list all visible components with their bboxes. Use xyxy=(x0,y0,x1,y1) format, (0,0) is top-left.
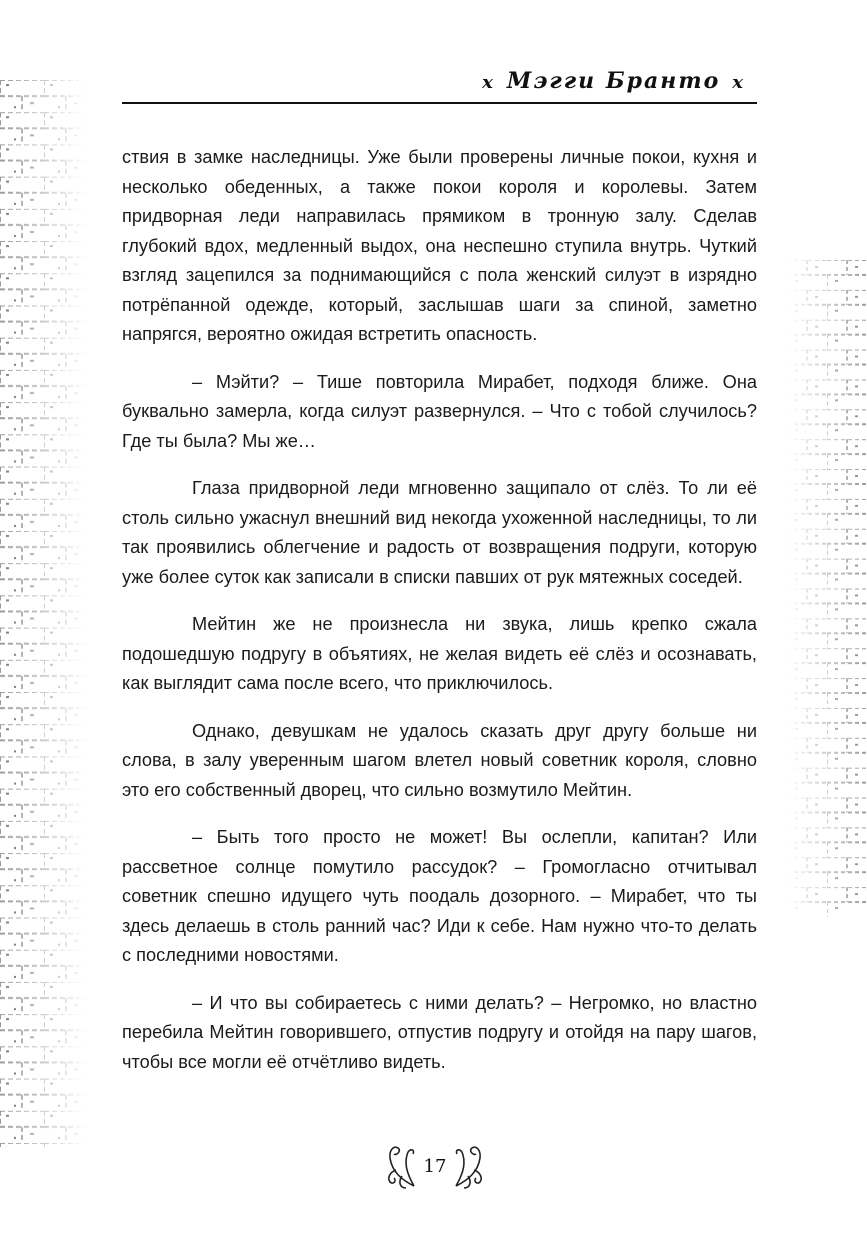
paragraph-6: – Быть того просто не может! Вы ослепли, капитан? Или рассветное солнце помутило рассудок? – Громогласно отчитывал советник спешно идущего чуть поодаль дозорного. – Мирабет, что ты здесь делаешь в столь ранний час? Иди к себе. Нам нужно что-то делать с последними новостями. xyxy=(122,827,757,965)
page-footer xyxy=(380,1140,490,1192)
body-text xyxy=(122,143,757,1095)
page-number: 17 xyxy=(423,1155,447,1177)
paragraph-1: ствия в замке наследницы. Уже были проверены личные покои, кухня и несколько обеденных, а также покои короля и королевы. Затем придворная леди направилась прямиком в тронную залу. Сделав глубокий вдох, медленный выдох, она неспешно ступила внутрь. Чуткий взгляд зацепился за поднимающийся с пола женский силуэт в изрядно потрёпанной одежде, который, заслышав шаги за спиной, заметно напрягся, вероятно ожидая встретить опасность. xyxy=(122,147,757,344)
paragraph-2: – Мэйти? – Тише повторила Мирабет, подходя ближе. Она буквально замерла, когда силуэт развернулся. – Что с тобой случилось? Где ты была? Мы же… xyxy=(122,371,757,451)
brick-wall-decoration-left xyxy=(0,80,88,1147)
floral-ornament-left-icon xyxy=(384,1142,418,1190)
header-mark-right: x xyxy=(732,72,745,93)
floral-ornament-right-icon xyxy=(452,1142,486,1190)
brick-wall-decoration-right xyxy=(787,260,867,917)
paragraph-3: Глаза придворной леди мгновенно защипало от слёз. То ли её столь сильно ужаснул внешний вид некогда ухоженной наследницы, то ли так проявились облегчение и радость от возвращения подруги, которую уже более суток как записали в списки павших от рук мятежных соседей. xyxy=(122,478,757,587)
header-mark-left: x xyxy=(482,72,495,93)
running-header xyxy=(122,62,757,104)
author-name-header xyxy=(470,68,757,94)
paragraph-4: Мейтин же не произнесла ни звука, лишь крепко сжала подошедшую подругу в объятиях, не желая видеть её слёз и осознавать, как выглядит сама после всего, что приключилось. xyxy=(122,614,757,693)
paragraph-5: Однако, девушкам не удалось сказать друг другу больше ни слова, в залу уверенным шагом влетел новый советник короля, словно это его собственный дворец, что сильно возмутило Мейтин. xyxy=(122,720,757,800)
author-name: Мэгги Бранто xyxy=(506,68,721,94)
paragraph-7: – И что вы собираетесь с ними делать? – Негромко, но властно перебила Мейтин говорившего, отпустив подругу и отойдя на пару шагов, чтобы все могли её отчётливо видеть. xyxy=(122,992,757,1072)
